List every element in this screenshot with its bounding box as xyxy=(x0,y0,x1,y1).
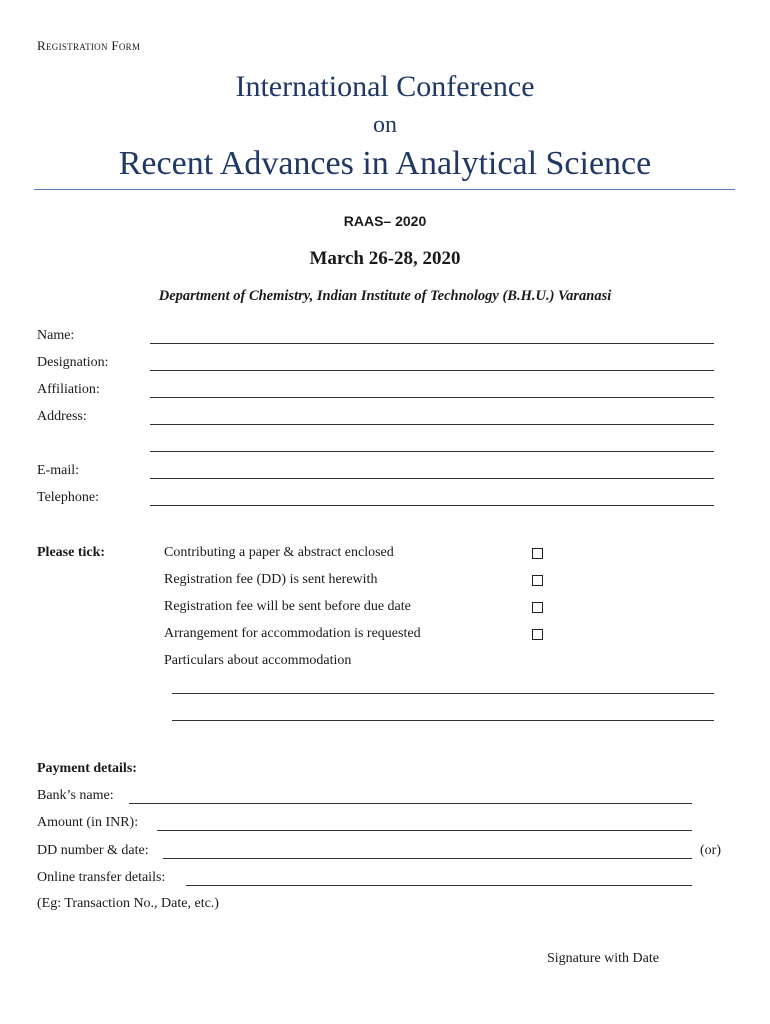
accommodation-particulars-line2[interactable] xyxy=(172,720,714,721)
bank-name-label: Bank’s name: xyxy=(37,788,114,803)
dd-number-label: DD number & date: xyxy=(37,843,149,858)
online-transfer-field[interactable] xyxy=(186,885,692,886)
organizer-department: Department of Chemistry, Indian Institute of Technology (B.H.U.) Varanasi xyxy=(158,288,612,304)
designation-field[interactable] xyxy=(150,370,714,371)
conference-dates: March 26-28, 2020 xyxy=(309,248,461,269)
option-paper-checkbox[interactable] xyxy=(532,548,543,559)
conference-title: International Conference xyxy=(235,70,535,103)
designation-label: Designation: xyxy=(37,355,109,370)
telephone-label: Telephone: xyxy=(37,490,99,505)
affiliation-label: Affiliation: xyxy=(37,382,100,397)
option-paper-label: Contributing a paper & abstract enclosed xyxy=(164,545,394,560)
conference-acronym: RAAS– 2020 xyxy=(343,213,427,229)
option-fee-later-checkbox[interactable] xyxy=(532,602,543,613)
option-fee-later-label: Registration fee will be sent before due date xyxy=(164,599,411,614)
address-label: Address: xyxy=(37,409,87,424)
tick-heading: Please tick: xyxy=(37,545,106,560)
amount-field[interactable] xyxy=(157,830,692,831)
affiliation-field[interactable] xyxy=(150,397,714,398)
name-label: Name: xyxy=(37,328,75,343)
address-field-line2[interactable] xyxy=(150,451,714,452)
telephone-field[interactable] xyxy=(150,505,714,506)
amount-label: Amount (in INR): xyxy=(37,815,139,830)
transfer-example-note: (Eg: Transaction No., Date, etc.) xyxy=(37,896,219,911)
option-accommodation-label: Arrangement for accommodation is requested xyxy=(164,626,421,641)
accommodation-particulars-label: Particulars about accommodation xyxy=(164,653,352,668)
address-field-line1[interactable] xyxy=(150,424,714,425)
option-accommodation-checkbox[interactable] xyxy=(532,629,543,640)
dd-number-field[interactable] xyxy=(163,858,692,859)
signature-label: Signature with Date xyxy=(547,951,659,966)
email-label: E-mail: xyxy=(37,463,79,478)
conference-theme: Recent Advances in Analytical Science xyxy=(118,145,652,182)
or-text: (or) xyxy=(700,843,721,858)
payment-heading: Payment details: xyxy=(37,761,137,776)
form-type-label: Registration Form xyxy=(37,38,141,53)
option-fee-dd-checkbox[interactable] xyxy=(532,575,543,586)
title-connector: on xyxy=(373,112,397,138)
option-fee-dd-label: Registration fee (DD) is sent herewith xyxy=(164,572,378,587)
title-divider xyxy=(34,189,735,190)
accommodation-particulars-line1[interactable] xyxy=(172,693,714,694)
online-transfer-label: Online transfer details: xyxy=(37,870,166,885)
email-field[interactable] xyxy=(150,478,714,479)
name-field[interactable] xyxy=(150,343,714,344)
bank-name-field[interactable] xyxy=(129,803,692,804)
